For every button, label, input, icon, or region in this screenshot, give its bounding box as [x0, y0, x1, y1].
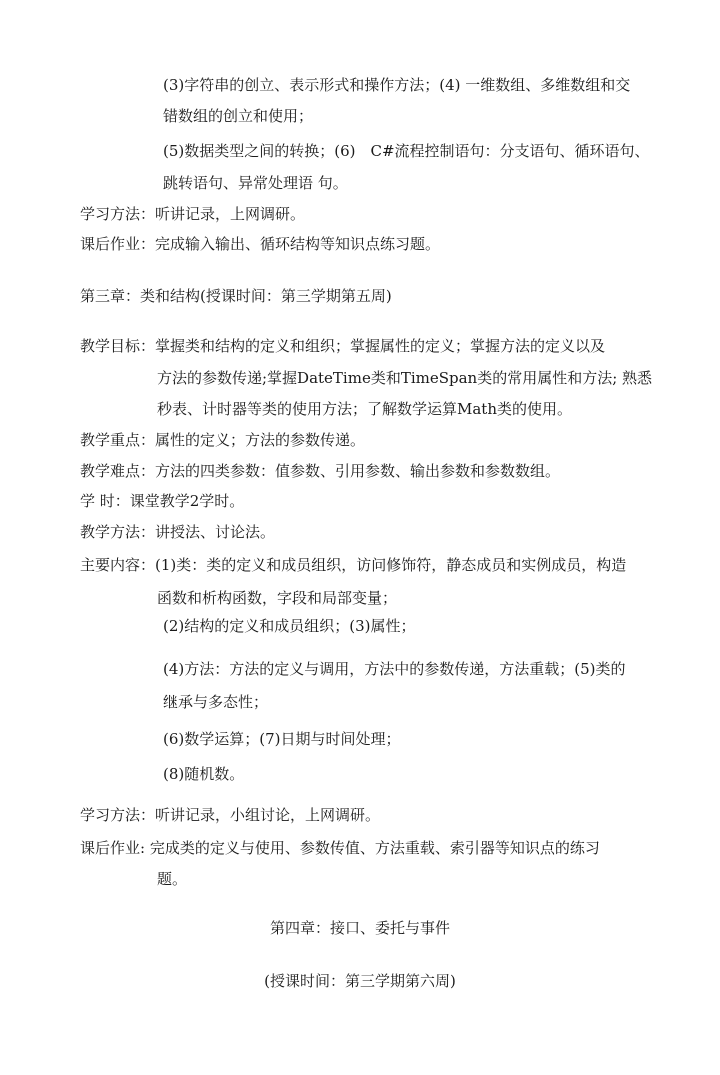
- ch2-content-line-3: (5)数据类型之间的转换；(6) C#流程控制语句：分支语句、循环语句、: [163, 142, 650, 160]
- ch4-heading: 第四章：接口、委托与事件: [269, 919, 450, 937]
- ch3-content-line-1: 主要内容：(1)类：类的定义和成员组织，访问修饰符，静态成员和实例成员，构造: [80, 556, 627, 574]
- ch2-content-line-1: (3)字符串的创立、表示形式和操作方法；(4) 一维数组、多维数组和交: [163, 76, 631, 94]
- ch3-goal-line-3: 秒表、计时器等类的使用方法；了解数学运算Math类的使用。: [157, 400, 572, 418]
- ch4-time: (授课时间：第三学期第六周): [264, 972, 456, 990]
- ch2-content-line-2: 错数组的创立和使用；: [163, 107, 314, 125]
- ch3-goal-line-1: 教学目标：掌握类和结构的定义和组织；掌握属性的定义；掌握方法的定义以及: [80, 337, 606, 355]
- ch3-key-points: 教学重点：属性的定义；方法的参数传递。: [80, 431, 366, 449]
- ch3-study-method: 学习方法：听讲记录，小组讨论，上网调研。: [80, 806, 381, 824]
- ch2-homework: 课后作业：完成输入输出、循环结构等知识点练习题。: [80, 235, 441, 253]
- ch3-heading: 第三章：类和结构(授课时间：第三学期第五周): [80, 287, 392, 305]
- ch3-teaching-method: 教学方法：讲授法、讨论法。: [80, 523, 276, 541]
- ch3-content-line-4: (4)方法：方法的定义与调用，方法中的参数传递，方法重载；(5)类的: [163, 660, 626, 678]
- ch3-homework-line-2: 题。: [157, 870, 188, 888]
- ch3-content-line-6: (6)数学运算；(7)日期与时间处理；: [163, 730, 401, 748]
- ch3-content-line-3: (2)结构的定义和成员组织；(3)属性；: [163, 617, 416, 635]
- ch3-content-line-2: 函数和析构函数，字段和局部变量；: [157, 589, 398, 607]
- ch2-content-line-4: 跳转语句、异常处理语 句。: [163, 174, 348, 192]
- ch3-goal-line-2: 方法的参数传递;掌握DateTime类和TimeSpan类的常用属性和方法; 熟悉: [157, 369, 653, 387]
- ch3-content-line-5: 继承与多态性；: [163, 693, 269, 711]
- ch3-homework-line-1: 课后作业: 完成类的定义与使用、参数传值、方法重载、索引器等知识点的练习: [80, 839, 600, 857]
- ch3-content-line-7: (8)随机数。: [163, 765, 245, 783]
- ch3-difficulties: 教学难点：方法的四类参数：值参数、引用参数、输出参数和参数数组。: [80, 462, 561, 480]
- ch3-hours: 学 时：课堂教学2学时。: [80, 492, 245, 510]
- ch2-study-method: 学习方法：听讲记录，上网调研。: [80, 205, 306, 223]
